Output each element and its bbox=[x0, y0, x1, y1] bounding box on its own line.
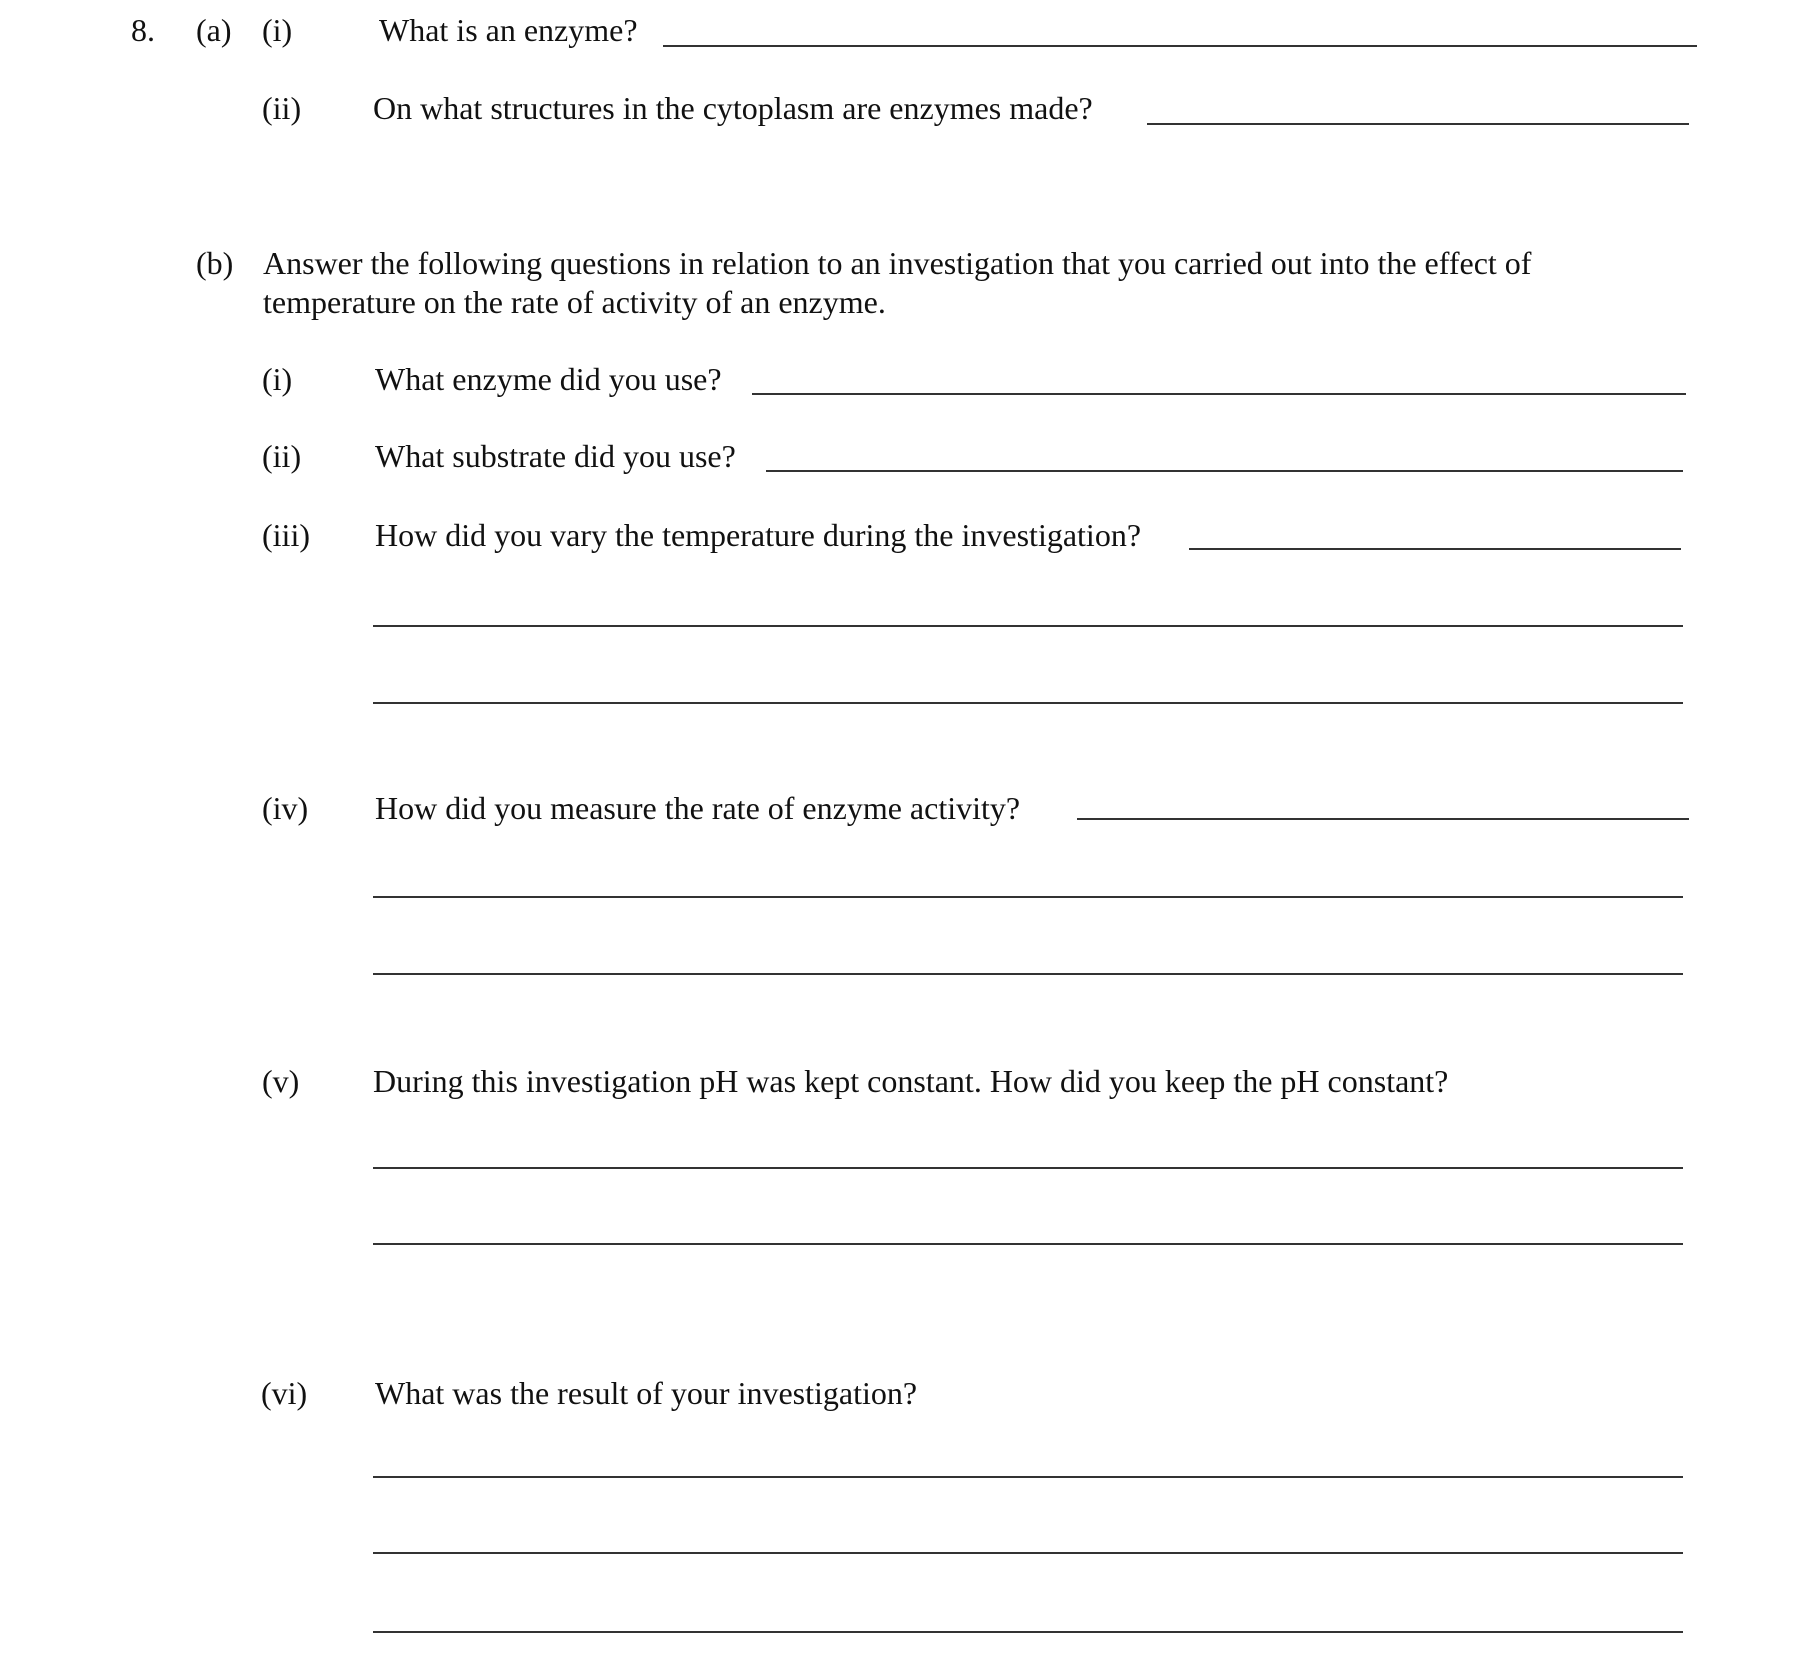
a-i-label: (i) bbox=[262, 12, 293, 48]
question-number: 8. bbox=[131, 12, 155, 48]
part-a-label: (a) bbox=[196, 12, 232, 48]
b-ii-answer-line[interactable] bbox=[766, 470, 1683, 472]
b-ii-label: (ii) bbox=[262, 438, 302, 474]
b-vi-answer-line-3[interactable] bbox=[373, 1631, 1683, 1633]
b-iv-answer-line-2[interactable] bbox=[373, 896, 1683, 898]
a-i-answer-line[interactable] bbox=[663, 45, 1697, 47]
b-v-answer-line-2[interactable] bbox=[373, 1243, 1683, 1245]
a-i-question: What is an enzyme? bbox=[379, 12, 638, 48]
b-i-label: (i) bbox=[262, 361, 293, 397]
b-iv-answer-line-3[interactable] bbox=[373, 973, 1683, 975]
a-ii-answer-line[interactable] bbox=[1147, 123, 1689, 125]
b-iii-answer-line-2[interactable] bbox=[373, 625, 1683, 627]
b-i-answer-line[interactable] bbox=[752, 393, 1686, 395]
b-iii-answer-line-1[interactable] bbox=[1189, 548, 1681, 550]
b-v-label: (v) bbox=[262, 1063, 300, 1099]
b-v-answer-line-1[interactable] bbox=[373, 1167, 1683, 1169]
a-ii-question: On what structures in the cytoplasm are enzymes made? bbox=[373, 90, 1093, 126]
b-iii-answer-line-3[interactable] bbox=[373, 702, 1683, 704]
b-vi-question: What was the result of your investigation? bbox=[375, 1375, 918, 1411]
b-v-question: During this investigation pH was kept constant. How did you keep the pH constant? bbox=[373, 1063, 1449, 1099]
b-ii-question: What substrate did you use? bbox=[375, 438, 736, 474]
part-b-intro-line2: temperature on the rate of activity of an enzyme. bbox=[263, 284, 886, 320]
b-vi-label: (vi) bbox=[261, 1375, 308, 1411]
a-ii-label: (ii) bbox=[262, 90, 302, 126]
b-iv-label: (iv) bbox=[262, 790, 309, 826]
b-iv-answer-line-1[interactable] bbox=[1077, 818, 1689, 820]
b-vi-answer-line-1[interactable] bbox=[373, 1476, 1683, 1478]
b-iii-label: (iii) bbox=[262, 517, 310, 553]
part-b-intro-line1: Answer the following questions in relation to an investigation that you carried out into the effect of bbox=[263, 245, 1532, 281]
b-iii-question: How did you vary the temperature during the investigation? bbox=[375, 517, 1142, 553]
b-iv-question: How did you measure the rate of enzyme activity? bbox=[375, 790, 1021, 826]
part-b-label: (b) bbox=[196, 245, 234, 281]
b-vi-answer-line-2[interactable] bbox=[373, 1552, 1683, 1554]
b-i-question: What enzyme did you use? bbox=[375, 361, 722, 397]
